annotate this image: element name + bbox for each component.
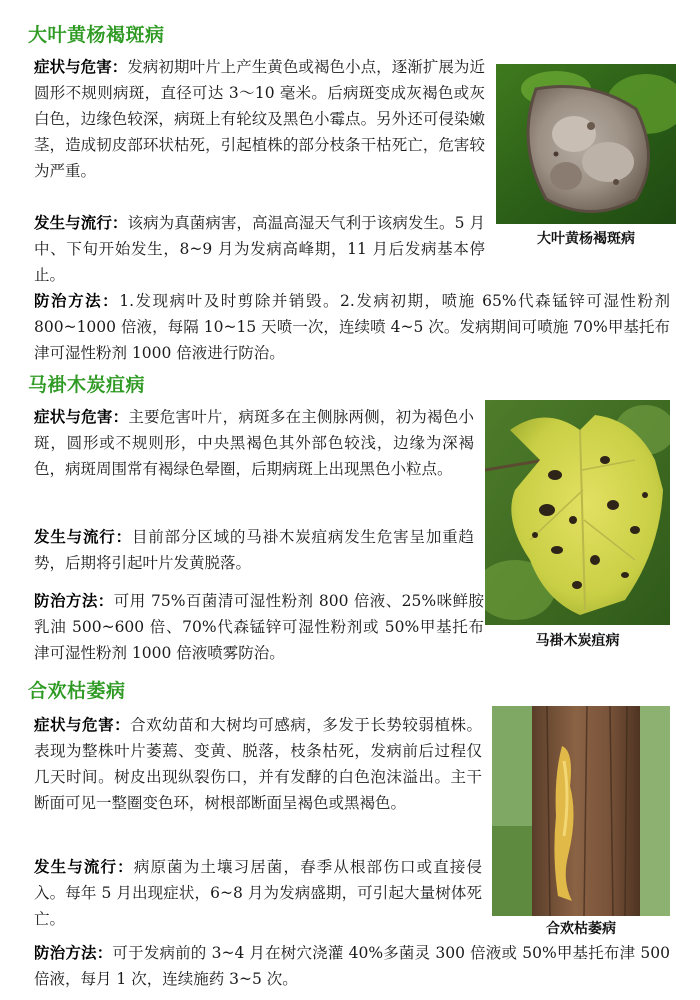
- occurrence-text: 病原菌为土壤习居菌，春季从根部伤口或直接侵入。每年 5 月出现症状，6~8 月为发病盛期，可引起大量树体死亡。: [34, 858, 482, 928]
- occurrence-paragraph: [34, 854, 482, 932]
- section-title-boxwood-brown-spot: 大叶黄杨褐斑病: [28, 24, 165, 46]
- symptoms-text: 合欢幼苗和大树均可感病，多发于长势较弱植株。表现为整株叶片萎蔫、变黄、脱落，枝条枯死，发病前后过程仅几天时间。树皮出现纵裂伤口，并有发酵的白色泡沫溢出。主干断面可见一整圈变色环，树根部断面呈褐色或黑褐色。: [34, 716, 482, 812]
- symptoms-paragraph: [34, 712, 482, 816]
- silk-tree-trunk-ooze-photo: [492, 706, 670, 916]
- symptoms-text: 主要危害叶片，病斑多在主侧脉两侧，初为褐色小斑，圆形或不规则形，中央黑褐色其外部色较浅，边缘为深褐色，病斑周围常有褐绿色晕圈，后期病斑上出现黑色小粒点。: [34, 408, 474, 478]
- symptoms-label: 症状与危害：: [34, 407, 129, 426]
- occurrence-paragraph: [34, 210, 485, 288]
- control-text: 1.发现病叶及时剪除并销毁。2.发病初期，喷施 65%代森锰锌可湿性粉剂 800~1000 倍液，每隔 10~15 天喷一次，连续喷 4~5 次。发病期间可喷施 70%甲基托布津可湿性粉剂 1000 倍液进行防治。: [34, 292, 670, 362]
- occurrence-label: 发生与流行：: [34, 213, 128, 232]
- symptoms-label: 症状与危害：: [34, 57, 128, 76]
- control-paragraph: [34, 288, 670, 366]
- occurrence-text: 目前部分区域的马褂木炭疽病发生危害呈加重趋势，后期将引起叶片发黄脱落。: [34, 528, 474, 572]
- control-text: 可于发病前的 3~4 月在树穴浇灌 40%多菌灵 300 倍液或 50%甲基托布津 500 倍液，每月 1 次，连续施药 3~5 次。: [34, 944, 670, 988]
- section-title-tulip-tree-anthracnose: 马褂木炭疽病: [28, 374, 146, 396]
- photo-caption: 合欢枯萎病: [546, 921, 616, 937]
- control-label: 防治方法：: [34, 591, 114, 610]
- control-label: 防治方法：: [34, 291, 120, 310]
- spotted-tulip-tree-leaf-photo: [485, 400, 670, 625]
- section-title-silk-tree-wilt: 合欢枯萎病: [28, 680, 126, 702]
- photo-caption: 大叶黄杨褐斑病: [537, 231, 635, 247]
- photo-caption: 马褂木炭疽病: [535, 633, 620, 649]
- occurrence-paragraph: [34, 524, 474, 576]
- control-label: 防治方法：: [34, 943, 113, 962]
- occurrence-label: 发生与流行：: [34, 527, 132, 546]
- control-text: 可用 75%百菌清可湿性粉剂 800 倍液、25%咪鲜胺乳油 500~600 倍、70%代森锰锌可湿性粉剂或 50%甲基托布津可湿性粉剂 1000 倍液喷雾防治。: [34, 592, 484, 662]
- occurrence-text: 该病为真菌病害，高温高湿天气利于该病发生。5 月中、下旬开始发生，8~9 月为发病高峰期，11 月后发病基本停止。: [34, 214, 485, 284]
- symptoms-paragraph: [34, 54, 485, 184]
- symptoms-paragraph: [34, 404, 474, 482]
- symptoms-label: 症状与危害：: [34, 715, 131, 734]
- symptoms-text: 发病初期叶片上产生黄色或褐色小点，逐渐扩展为近圆形不规则病斑，直径可达 3～10 毫米。后病斑变成灰褐色或灰白色，边缘色较深，病斑上有轮纹及黑色小霉点。另外还可侵染嫩茎，造成韧皮部环状枯死，引起植株的部分枝条干枯死亡，危害较为严重。: [34, 58, 485, 180]
- control-paragraph: [34, 940, 670, 992]
- occurrence-label: 发生与流行：: [34, 857, 134, 876]
- control-paragraph: [34, 588, 484, 666]
- diseased-boxwood-leaf-photo: [496, 64, 676, 224]
